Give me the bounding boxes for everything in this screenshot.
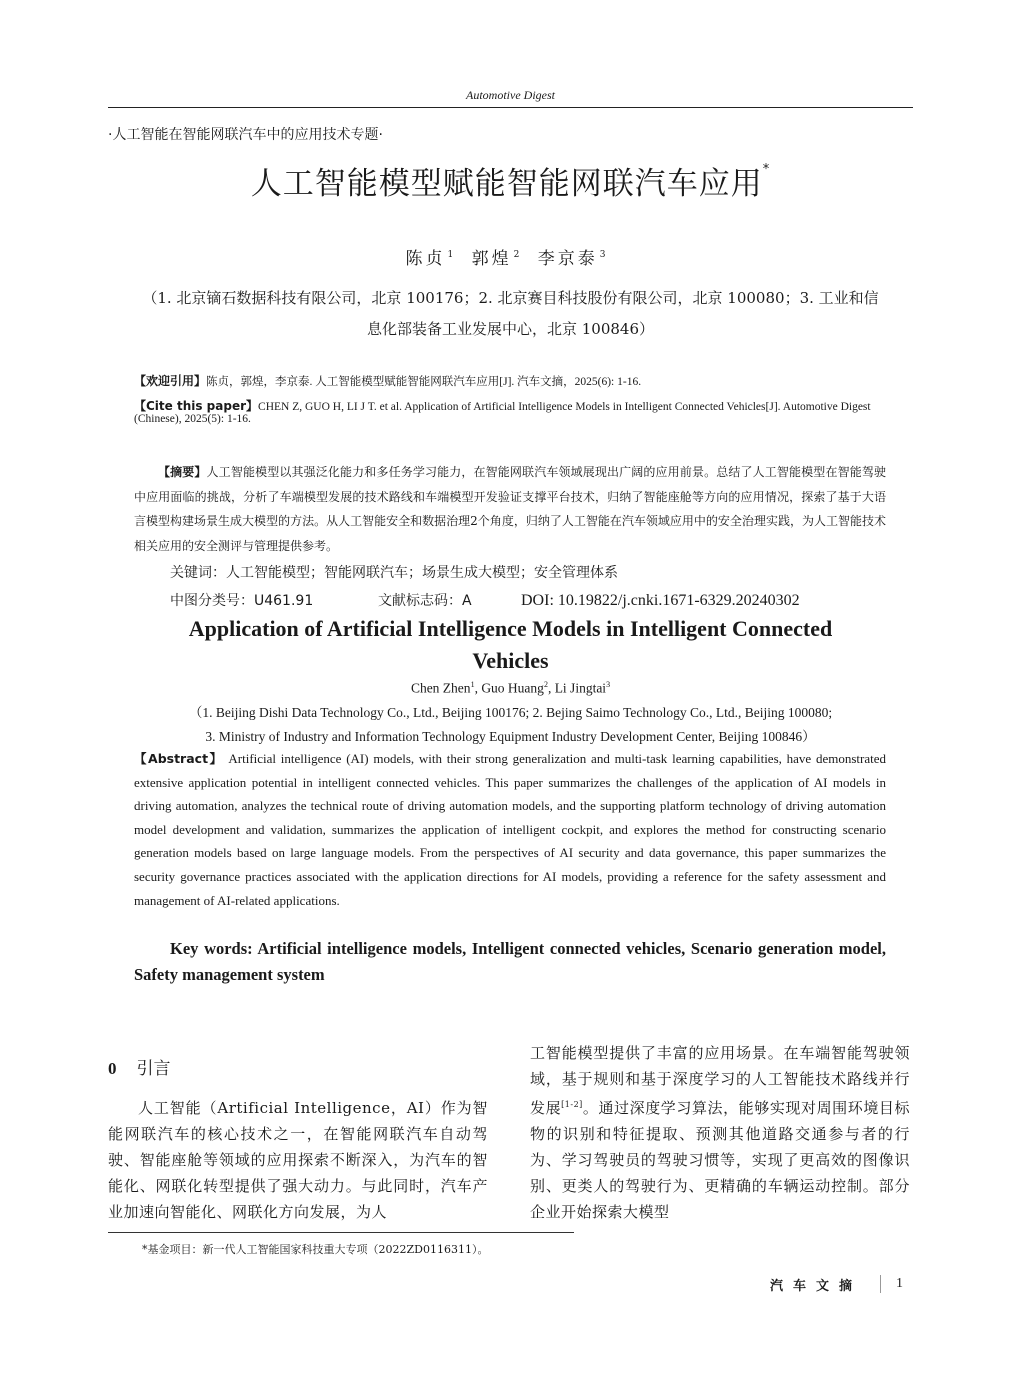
abstract-cn (134, 460, 886, 558)
title-footnote-mark: * (762, 162, 771, 177)
affiliation-line: 息化部装备工业发展中心，北京 100846） (366, 320, 655, 338)
section-heading (108, 1054, 171, 1079)
classification-line (170, 590, 890, 610)
body-column-left: 人工智能（Artificial Intelligence，AI）作为智能网联汽车的核心技术之一，在智能网联汽车自动驾驶、智能座舱等领域的应用探索不断深入，为汽车的智能化、网联化转型提供了强大动力。与此同时，汽车产业加速向智能化、网联化方向发展，为人 (108, 1099, 488, 1221)
footer-journal-name: 汽车文摘 (770, 1279, 863, 1294)
author-affil-mark: 2 (543, 680, 548, 689)
citation-en (134, 400, 894, 425)
abstract-cn-text: 人工智能模型以其强泛化能力和多任务学习能力，在智能网联汽车领域展现出广阔的应用前景。总结了人工智能模型在智能驾驶中应用面临的挑战，分析了车端模型发展的技术路线和车端模型开发验证支撑平台技术，归纳了智能座舱等方向的应用情况，探索了基于大语言模型构建场景生成大模型的方法。从人工智能安全和数据治理2个角度，归纳了人工智能在汽车领域应用中的安全治理实践，为人工智能技术相关应用的安全测评与管理提供参考。 (134, 465, 886, 553)
header-rule (108, 107, 913, 108)
citation-cn (134, 375, 894, 388)
author-affil-mark: 3 (606, 680, 611, 689)
page-number: 1 (896, 1276, 903, 1291)
author-name: 陈贞 (405, 249, 446, 269)
citation-en-label: 【Cite this paper】 (134, 399, 259, 413)
topic-label: ·人工智能在智能网联汽车中的应用技术专题· (108, 127, 383, 143)
keywords-cn: 关键词：人工智能模型；智能网联汽车；场景生成大模型；安全管理体系 (170, 565, 618, 581)
paper-title (108, 158, 913, 203)
paper-title-text: 人工智能模型赋能智能网联汽车应用 (250, 166, 763, 202)
section-number: 0 (108, 1059, 117, 1078)
affiliation-line: （1. 北京镝石数据科技有限公司，北京 100176；2. 北京赛目科技股份有限公司，北京 100080；3. 工业和信 (142, 289, 879, 307)
document-code: 文献标志码：A (378, 593, 472, 609)
abstract-en (134, 747, 886, 912)
author-affil-mark: 1 (447, 250, 454, 261)
author-name: 李京泰 (537, 249, 598, 269)
section-title: 引言 (136, 1059, 171, 1079)
paper-title-en-line: Application of Artificial Intelligence Models in Intelligent Connected (188, 616, 833, 641)
footer-divider (880, 1275, 881, 1293)
citation-cn-label: 【欢迎引用】 (134, 374, 207, 388)
affiliations (108, 283, 913, 345)
affiliation-en-line: 3. Ministry of Industry and Information Technology Equipment Industry Development Center, Beijing 100846） (205, 729, 816, 744)
running-header: Automotive Digest (466, 88, 555, 102)
footnote-rule (108, 1232, 574, 1233)
body-right-text: 。通过深度学习算法，能够实现对周围环境目标物的识别和特征提取、预测其他道路交通参与者的行为、学习驾驶员的驾驶习惯等，实现了更高效的图像识别、更类人的驾驶行为、更精确的车辆运动控制。部分企业开始探索大模型 (530, 1099, 910, 1221)
keywords-en: Key words: Artificial intelligence models, Intelligent connected vehicles, Scenario generation model, Safety management system (134, 939, 886, 984)
author-name-en: Li Jingtai (554, 680, 607, 696)
body-right-text: 工智能模型提供了丰富的应用场景。在车端智能驾驶领域，基于规则和基于深度学习的人工智能技术路线并行发展 (530, 1044, 910, 1117)
citation-cn-text: 陈贞，郭煌，李京泰. 人工智能模型赋能智能网联汽车应用[J]. 汽车文摘，2025(6): 1-16. (206, 376, 642, 388)
author-name: 郭煌 (471, 249, 512, 269)
author-affil-mark: 3 (599, 250, 606, 261)
doi: DOI: 10.19822/j.cnki.1671-6329.20240302 (521, 592, 800, 609)
clc-number: 中图分类号：U461.91 (170, 593, 314, 609)
paper-title-en (108, 613, 913, 677)
funding-footnote: *基金项目：新一代人工智能国家科技重大专项（2022ZD0116311）。 (142, 1243, 489, 1256)
affiliation-en-line: （1. Beijing Dishi Data Technology Co., Ltd., Beijing 100176; 2. Bejing Saimo Technology Co., Ltd., Beijing 100080; (188, 705, 833, 720)
paper-title-en-line: Vehicles (472, 648, 549, 673)
abstract-cn-label: 【摘要】 (158, 465, 207, 479)
author-list (108, 244, 913, 269)
author-affil-mark: 2 (513, 250, 520, 261)
author-list-en: Chen Zhen$^1$, Guo Huang$^2$, Li Jingtai$^3$ (410, 680, 611, 696)
author-name-en: Chen Zhen (410, 680, 471, 696)
affiliations-en (108, 701, 913, 749)
author-affil-mark: 1 (470, 680, 475, 689)
reference-mark[interactable]: [1-2] (561, 1100, 583, 1109)
citation-en-text: CHEN Z, GUO H, LI J T. et al. Application of Artificial Intelligence Models in Intelligent Connected Vehicles[J]. Automotive Digest (Chinese), 2025(5): 1-16. (134, 401, 871, 425)
body-column-right (530, 1040, 910, 1225)
author-name-en: Guo Huang (481, 680, 544, 696)
abstract-en-label: 【Abstract】 (134, 751, 224, 766)
abstract-en-text: Artificial intelligence (AI) models, with their strong generalization and multi-task learning capabilities, have demonstrated extensive application potential in intelligent connected vehicles. This paper summarizes the challenges of the application of AI models in driving automation, analyzes the technical route of driving automation models, and the supporting platform technology of driving automation model development and validation, summarizes the application of intelligent cockpit, and explores the method for constructing scenario generation models based on large language models. From the perspectives of AI security and data governance, this paper summarizes the security governance practices associated with the application directions for AI models, providing a reference for the safety assessment and management of AI-related applications. (134, 751, 887, 908)
